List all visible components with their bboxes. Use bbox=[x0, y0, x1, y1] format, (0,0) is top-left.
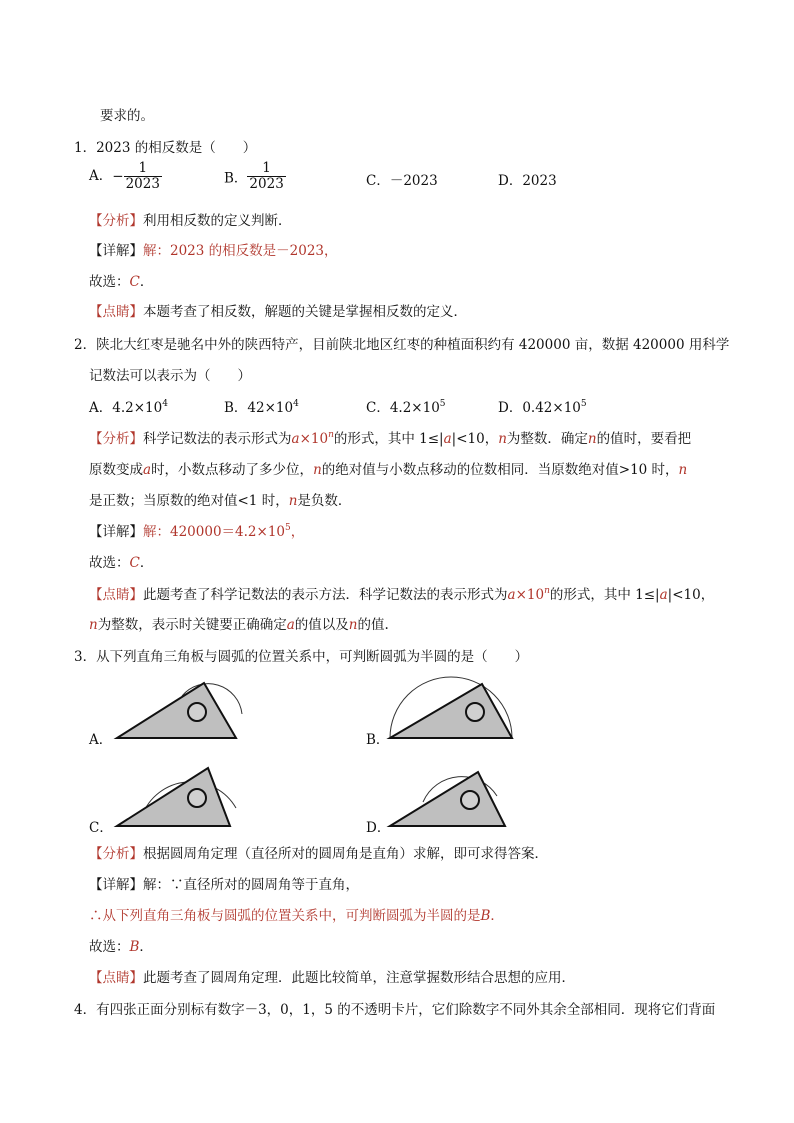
q3-option-b-label: B． bbox=[366, 732, 390, 748]
q2-analysis-text: 原数变成 bbox=[89, 462, 143, 478]
q3-figure-b bbox=[385, 676, 515, 742]
q3-comment-tag: 【点睛】 bbox=[89, 970, 143, 986]
q1-analysis bbox=[89, 209, 292, 229]
q1-option-b-numerator: 1 bbox=[247, 161, 285, 177]
set-square bbox=[117, 683, 236, 738]
q1-option-b bbox=[224, 161, 286, 192]
q3-figure-c bbox=[112, 756, 242, 830]
q1-option-b-fraction bbox=[247, 161, 285, 192]
q2-analysis-text: 的形式，其中 1≤| bbox=[333, 431, 444, 447]
q2-detail-exponent: 5 bbox=[285, 523, 291, 533]
q2-analysis-text: 是负数． bbox=[297, 493, 352, 509]
q1-option-b-label: B． bbox=[224, 170, 248, 187]
q1-analysis-tag: 【分析】 bbox=[89, 213, 143, 229]
q2-analysis-text: 的值时，要看把 bbox=[596, 431, 692, 447]
q2-option-c-text: C．4.2×10 bbox=[366, 400, 440, 416]
q3-conclusion-letter: B bbox=[480, 908, 491, 924]
q1-option-c: C．－2023 bbox=[366, 173, 438, 189]
q2-option-c-exponent: 5 bbox=[439, 399, 446, 409]
hole bbox=[461, 791, 479, 809]
q3-figure-a bbox=[112, 678, 242, 742]
q1-option-a bbox=[89, 161, 162, 192]
q2-comment-line-2 bbox=[89, 613, 389, 633]
q3-analysis bbox=[89, 842, 548, 862]
var-a: a bbox=[659, 587, 668, 603]
set-square bbox=[117, 768, 230, 826]
var-a: a bbox=[443, 431, 452, 447]
q3-option-c-label: C． bbox=[89, 820, 113, 836]
q3-choice bbox=[89, 935, 153, 955]
q3-comment bbox=[89, 966, 575, 986]
q2-comment-text: 此题考查了科学记数法的表示方法．科学记数法的表示形式为 bbox=[143, 587, 508, 603]
q3-figure-d bbox=[385, 764, 515, 830]
q1-detail bbox=[89, 239, 338, 259]
q3-choice-prefix: 故选： bbox=[89, 939, 130, 955]
q3-conclusion bbox=[89, 904, 504, 924]
var-n: n bbox=[313, 462, 322, 478]
q2-comment-text: |<10， bbox=[667, 587, 715, 603]
q3-analysis-tag: 【分析】 bbox=[89, 846, 143, 862]
q1-option-d: D．2023 bbox=[498, 173, 557, 189]
q3-stem: 3．从下列直角三角板与圆弧的位置关系中，可判断圆弧为半圆的是（ ） bbox=[74, 649, 529, 665]
q2-analysis-text: |<10， bbox=[451, 431, 499, 447]
var-a: a bbox=[291, 431, 300, 447]
q1-option-a-denominator: 2023 bbox=[125, 176, 160, 192]
q2-analysis-text: 是正数；当原数的绝对值<1 时， bbox=[89, 493, 289, 509]
q1-choice-letter: C bbox=[129, 274, 140, 290]
q1-detail-tag: 【详解】 bbox=[89, 243, 143, 259]
q2-option-d-exponent: 5 bbox=[580, 399, 587, 409]
q1-choice bbox=[89, 270, 153, 290]
q2-comment-text: 的形式，其中 1≤| bbox=[549, 587, 660, 603]
q2-option-a bbox=[89, 396, 168, 416]
var-n: n bbox=[678, 462, 688, 478]
q1-option-a-numerator: 1 bbox=[124, 161, 162, 177]
var-n: n bbox=[328, 430, 334, 440]
q3-choice-letter: B bbox=[129, 939, 140, 955]
q2-comment-line-1 bbox=[89, 583, 714, 603]
q2-option-a-text: A．4.2×10 bbox=[89, 400, 163, 416]
q3-detail bbox=[89, 873, 359, 893]
q1-comment bbox=[89, 300, 467, 320]
q3-choice-suffix: ． bbox=[139, 939, 153, 955]
q3-comment-text: 此题考查了圆周角定理．此题比较简单，注意掌握数形结合思想的应用． bbox=[143, 970, 575, 986]
var-n: n bbox=[348, 617, 358, 633]
q2-stem-line-1: 2．陕北大红枣是驰名中外的陕西特产，目前陕北地区红枣的种植面积约有 420000 亩，数据 420000 用科学 bbox=[74, 337, 730, 353]
q1-comment-text: 本题考查了相反数，解题的关键是掌握相反数的定义． bbox=[143, 304, 467, 320]
q2-detail-tag: 【详解】 bbox=[89, 524, 143, 540]
hole bbox=[466, 703, 484, 721]
q2-analysis-text: 为整数．确定 bbox=[506, 431, 588, 447]
q2-analysis-text: 科学记数法的表示形式为 bbox=[143, 431, 292, 447]
q3-analysis-text: 根据圆周角定理（直径所对的圆周角是直角）求解，即可求得答案． bbox=[143, 846, 548, 862]
q2-comment-text: 的值. bbox=[357, 617, 389, 633]
q4-stem: 4．有四张正面分别标有数字－3，0，1，5 的不透明卡片，它们除数字不同外其余全部相同．现将它们背面 bbox=[74, 1002, 716, 1018]
q2-choice-letter: C bbox=[129, 555, 140, 571]
q1-option-a-sign: − bbox=[112, 168, 124, 185]
q2-option-c bbox=[366, 396, 446, 416]
q2-choice-suffix: ． bbox=[139, 555, 154, 571]
q2-option-d bbox=[498, 396, 587, 416]
q2-option-b bbox=[224, 396, 299, 416]
var-n: n bbox=[544, 586, 550, 596]
q3-option-a-label: A． bbox=[89, 732, 113, 748]
q2-option-b-text: B．42×10 bbox=[224, 400, 294, 416]
q2-comment-text: 为整数，表示时关键要正确确定 bbox=[97, 617, 287, 633]
set-square bbox=[390, 684, 512, 738]
q2-stem-line-2: 记数法可以表示为（ ） bbox=[89, 368, 251, 384]
q2-option-d-text: D．0.42×10 bbox=[498, 400, 581, 416]
times-ten: ×10 bbox=[299, 431, 329, 447]
var-a: a bbox=[286, 617, 295, 633]
q2-option-a-exponent: 4 bbox=[162, 399, 168, 409]
q1-option-a-fraction bbox=[124, 161, 162, 192]
q2-analysis-tag: 【分析】 bbox=[89, 431, 143, 447]
q1-option-b-denominator: 2023 bbox=[249, 176, 284, 192]
q1-option-a-label: A． bbox=[89, 168, 113, 184]
q3-conclusion-end: ． bbox=[490, 908, 504, 924]
var-n: n bbox=[288, 493, 298, 509]
q1-choice-suffix: ． bbox=[139, 274, 154, 290]
q2-detail bbox=[89, 520, 304, 540]
q2-comment-text: 的值以及 bbox=[294, 617, 349, 633]
q2-analysis-text: 的绝对值与小数点移动的位数相同．当原数绝对值>10 时， bbox=[321, 462, 679, 478]
set-square bbox=[390, 772, 505, 826]
q3-detail-tag: 【详解】 bbox=[89, 877, 143, 893]
q1-detail-text: 解：2023 的相反数是－2023， bbox=[143, 243, 338, 259]
q1-comment-tag: 【点睛】 bbox=[89, 304, 143, 320]
q2-detail-text: 解：420000＝4.2×10 bbox=[143, 524, 285, 540]
q2-detail-end: ， bbox=[290, 524, 305, 540]
var-a: a bbox=[507, 587, 516, 603]
var-n: n bbox=[587, 431, 597, 447]
intro-text: 要求的。 bbox=[100, 108, 154, 124]
hole bbox=[188, 789, 206, 807]
q2-analysis-line-1 bbox=[89, 427, 691, 447]
q2-option-b-exponent: 4 bbox=[293, 399, 299, 409]
q3-option-d-label: D． bbox=[366, 820, 391, 836]
q2-choice-prefix: 故选： bbox=[89, 555, 130, 571]
q2-analysis-line-3 bbox=[89, 489, 351, 509]
q1-analysis-text: 利用相反数的定义判断． bbox=[143, 213, 292, 229]
var-n: n bbox=[498, 431, 507, 447]
q2-comment-tag: 【点睛】 bbox=[89, 587, 143, 603]
var-n: n bbox=[89, 617, 98, 633]
times-ten: ×10 bbox=[515, 587, 545, 603]
q1-stem: 1．2023 的相反数是（ ） bbox=[74, 140, 257, 156]
q1-choice-prefix: 故选： bbox=[89, 274, 130, 290]
q2-analysis-line-2 bbox=[89, 458, 687, 478]
var-a: a bbox=[143, 462, 152, 478]
q3-conclusion-text: ∴从下列直角三角板与圆弧的位置关系中，可判断圆弧为半圆的是 bbox=[89, 908, 481, 924]
q2-choice bbox=[89, 551, 153, 571]
hole bbox=[188, 703, 206, 721]
q3-detail-text: 解：∵直径所对的圆周角等于直角， bbox=[143, 877, 359, 893]
q2-analysis-text: 时，小数点移动了多少位， bbox=[151, 462, 314, 478]
